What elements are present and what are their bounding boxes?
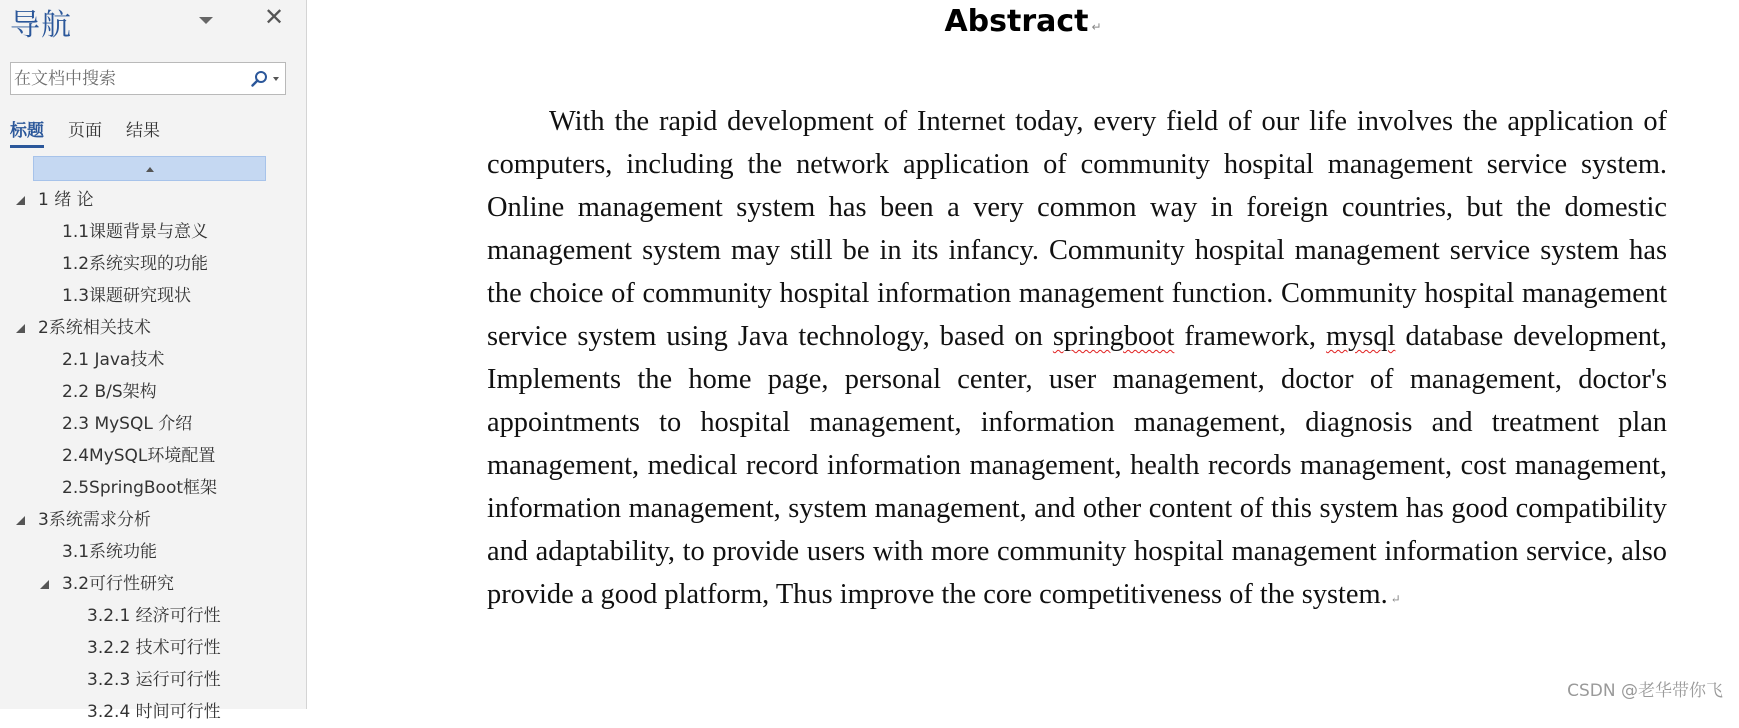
tree-item[interactable] xyxy=(0,248,307,280)
scroll-up-button[interactable] xyxy=(33,156,266,181)
tree-item-label: 3.2.2 技术可行性 xyxy=(87,638,221,658)
tab-results[interactable]: 结果 xyxy=(126,121,160,141)
close-icon[interactable]: ✕ xyxy=(263,3,285,31)
tree-item[interactable] xyxy=(0,568,307,600)
nav-options-dropdown-icon[interactable] xyxy=(196,12,216,30)
title-text: Abstract xyxy=(944,4,1089,39)
misspelled-word[interactable]: mysql xyxy=(1326,321,1396,352)
tree-item-label: 3.2.4 时间可行性 xyxy=(87,702,221,722)
expand-toggle-icon[interactable] xyxy=(40,580,49,589)
tree-item[interactable] xyxy=(0,440,307,472)
nav-header xyxy=(10,2,292,42)
tree-item[interactable] xyxy=(0,664,307,696)
collapse-up-icon xyxy=(146,167,154,172)
expand-toggle-icon[interactable] xyxy=(16,516,25,525)
tree-item-label: 2.5SpringBoot框架 xyxy=(62,478,218,498)
search-icon[interactable] xyxy=(249,69,269,89)
expand-toggle-icon[interactable] xyxy=(16,196,25,205)
search-box[interactable] xyxy=(10,62,286,95)
tree-item[interactable] xyxy=(0,472,307,504)
watermark: CSDN @老华带你飞 xyxy=(1567,681,1723,701)
nav-title: 导航 xyxy=(10,8,72,43)
nav-tabs xyxy=(10,116,184,148)
tree-item[interactable] xyxy=(0,184,307,216)
tree-item[interactable] xyxy=(0,280,307,312)
tree-item[interactable] xyxy=(0,696,307,728)
tree-item-label: 2.4MySQL环境配置 xyxy=(62,446,216,466)
abstract-paragraph[interactable] xyxy=(487,100,1667,621)
tree-item-label: 1.1课题背景与意义 xyxy=(62,222,209,242)
tree-item-label: 1 绪 论 xyxy=(38,190,94,210)
tree-item-label: 1.3课题研究现状 xyxy=(62,286,192,306)
tree-item-label: 3.1系统功能 xyxy=(62,542,158,562)
tree-item-label: 2.1 Java技术 xyxy=(62,350,165,370)
tree-item-label: 2系统相关技术 xyxy=(38,318,151,338)
paragraph-mark-icon: ↵ xyxy=(1091,20,1102,34)
tree-item[interactable] xyxy=(0,632,307,664)
tree-item[interactable] xyxy=(0,376,307,408)
tree-item-label: 3.2可行性研究 xyxy=(62,574,175,594)
tree-item[interactable] xyxy=(0,600,307,632)
tree-item[interactable] xyxy=(0,344,307,376)
tab-headings[interactable]: 标题 xyxy=(10,116,44,148)
tree-item-label: 2.2 B/S架构 xyxy=(62,382,157,402)
expand-toggle-icon[interactable] xyxy=(16,324,25,333)
search-options-chevron-down-icon[interactable] xyxy=(273,77,279,81)
document-title xyxy=(307,4,1739,39)
navigation-pane xyxy=(0,0,307,722)
tree-item[interactable] xyxy=(0,408,307,440)
body-text: database development, Implements the home page, personal center, user management, doctor of management, doctor's appointments to hospital management, information management, diagnosis and treatment plan management, medical record information management, health records management, cost management, information management, system management, and other content of this system has good compatibility and adaptability, to provide users with more community hospital management information service, also provide a good platform, Thus improve the core competitiveness of the system. xyxy=(487,321,1667,610)
paragraph-mark-icon: ↵ xyxy=(1390,592,1401,606)
body-text: With the rapid development of Internet today, every field of our life involves the application of computers, including the network application of community hospital management service system. Online management system has been a very common way in foreign countries, but the domestic management system may still be in its infancy. Community hospital management service system has the choice of community hospital information management function. Community hospital management service system using Java technology, based on xyxy=(487,106,1667,352)
search-input[interactable] xyxy=(11,64,249,94)
tree-item[interactable] xyxy=(0,312,307,344)
tree-item[interactable] xyxy=(0,504,307,536)
tree-item-label: 3.2.1 经济可行性 xyxy=(87,606,221,626)
tree-item-label: 2.3 MySQL 介绍 xyxy=(62,414,193,434)
tab-pages[interactable]: 页面 xyxy=(68,121,102,141)
body-text: framework, xyxy=(1174,321,1327,352)
tree-item-label: 3.2.3 运行可行性 xyxy=(87,670,221,690)
misspelled-word[interactable]: springboot xyxy=(1052,321,1175,352)
tree-item[interactable] xyxy=(0,216,307,248)
heading-tree xyxy=(0,184,307,728)
document-page[interactable] xyxy=(307,0,1739,709)
tree-item-label: 1.2系统实现的功能 xyxy=(62,254,209,274)
tree-item-label: 3系统需求分析 xyxy=(38,510,151,530)
tree-item[interactable] xyxy=(0,536,307,568)
